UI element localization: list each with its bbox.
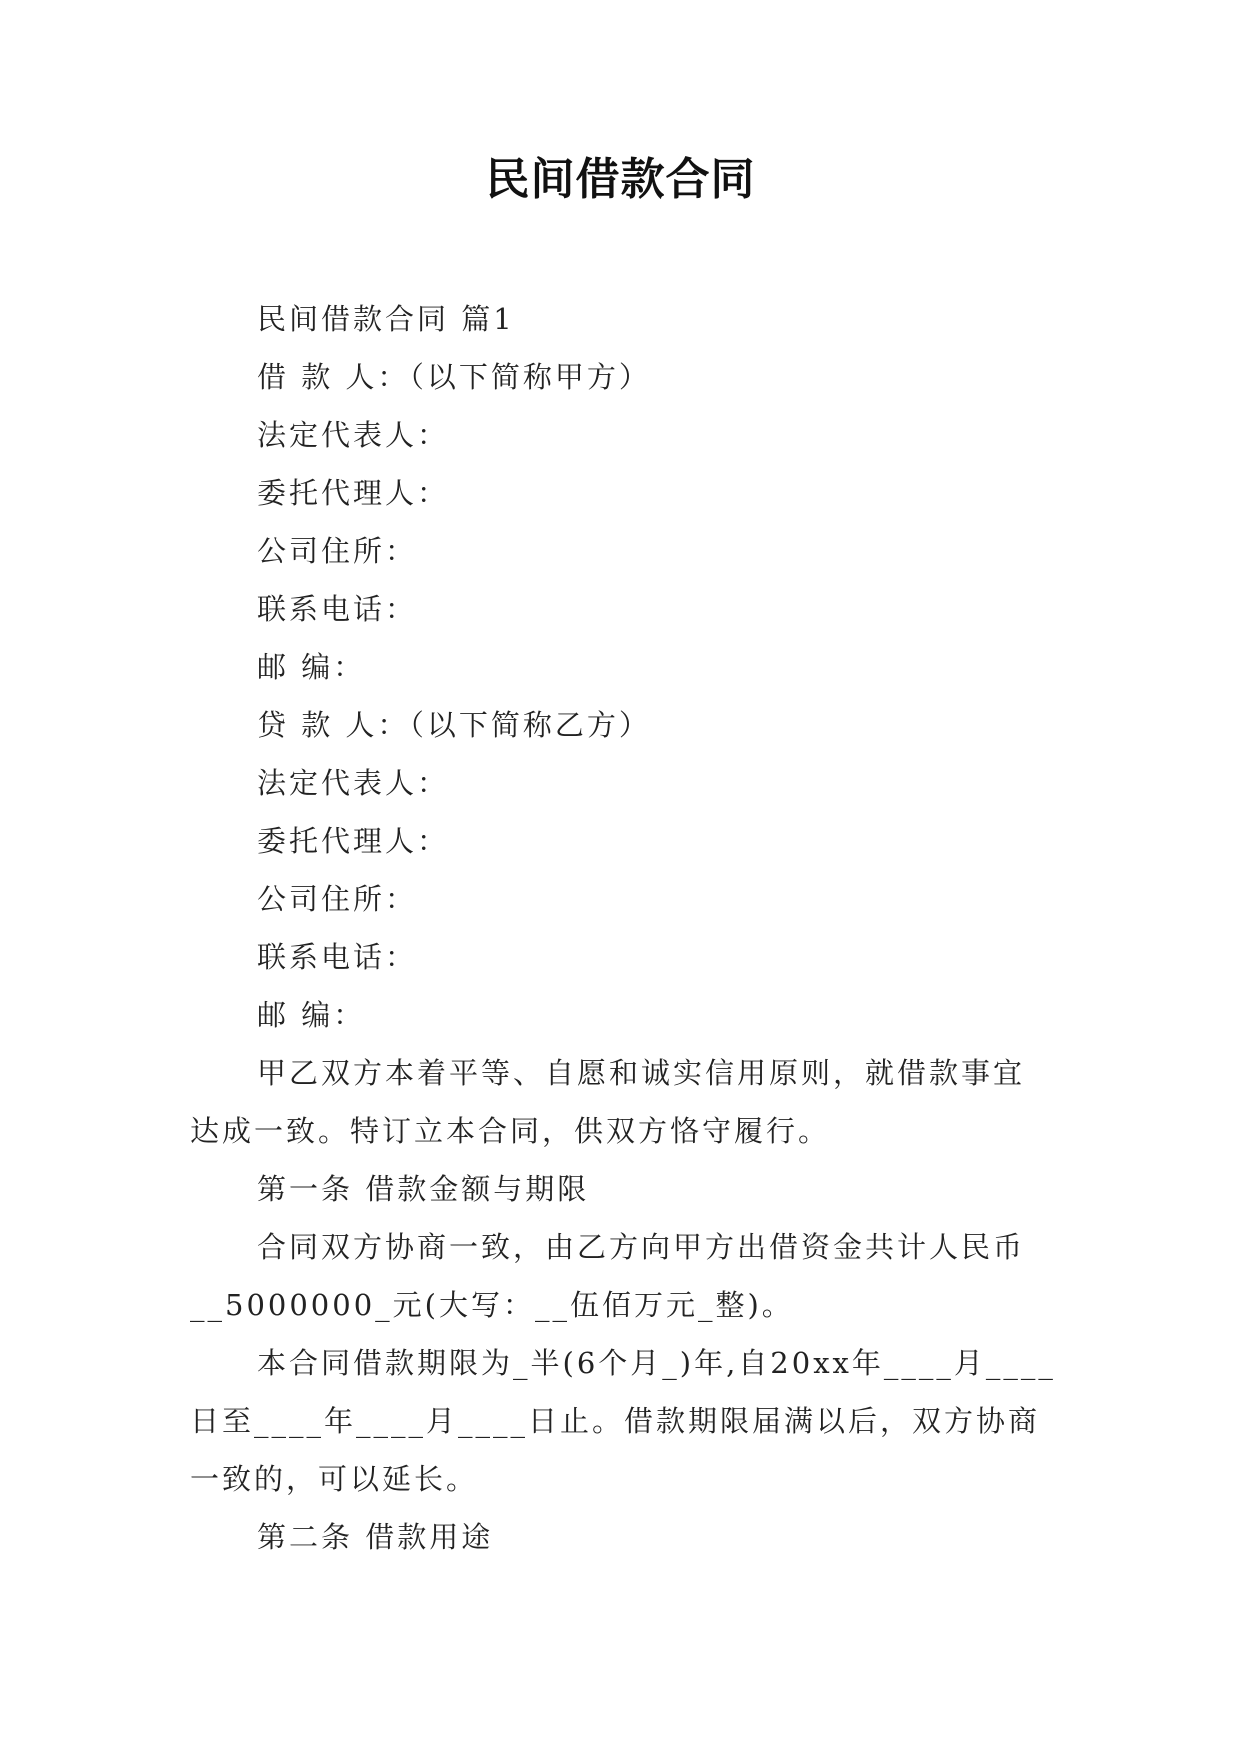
lender-legal-rep: 法定代表人： <box>257 766 450 800</box>
article-1-term-line-2: 日至____年____月____日止。借款期限届满以后，双方协商 <box>190 1404 1041 1438</box>
preamble-line-1: 甲乙双方本着平等、自愿和诚实信用原则，就借款事宜 <box>257 1056 1026 1090</box>
preamble-line-2: 达成一致。特订立本合同，供双方恪守履行。 <box>190 1114 831 1148</box>
article-2-heading: 第二条 借款用途 <box>257 1520 494 1554</box>
lender-phone: 联系电话： <box>257 940 418 974</box>
lender-agent: 委托代理人： <box>257 824 450 858</box>
lender-postcode: 邮 编： <box>257 998 366 1032</box>
article-1-amount-line-1: 合同双方协商一致，由乙方向甲方出借资金共计人民币 <box>257 1230 1026 1264</box>
borrower-postcode: 邮 编： <box>257 650 366 684</box>
article-1-term-line-1: 本合同借款期限为_半(6个月_)年,自20xx年____月____ <box>257 1346 1056 1380</box>
borrower-agent: 委托代理人： <box>257 476 450 510</box>
lender-address: 公司住所： <box>257 882 418 916</box>
document-title: 民间借款合同 <box>485 154 756 205</box>
article-1-amount-line-2: __5000000_元(大写：__伍佰万元_整)。 <box>190 1288 794 1322</box>
document-body <box>190 290 1056 1566</box>
borrower-line: 借 款 人：（以下简称甲方） <box>257 360 651 394</box>
article-1-term-line-3: 一致的，可以延长。 <box>190 1462 479 1496</box>
borrower-phone: 联系电话： <box>257 592 418 626</box>
borrower-address: 公司住所： <box>257 534 418 568</box>
section-heading: 民间借款合同 篇1 <box>257 302 515 336</box>
article-1-heading: 第一条 借款金额与期限 <box>257 1172 590 1206</box>
lender-line: 贷 款 人：（以下简称乙方） <box>257 708 651 742</box>
borrower-legal-rep: 法定代表人： <box>257 418 450 452</box>
